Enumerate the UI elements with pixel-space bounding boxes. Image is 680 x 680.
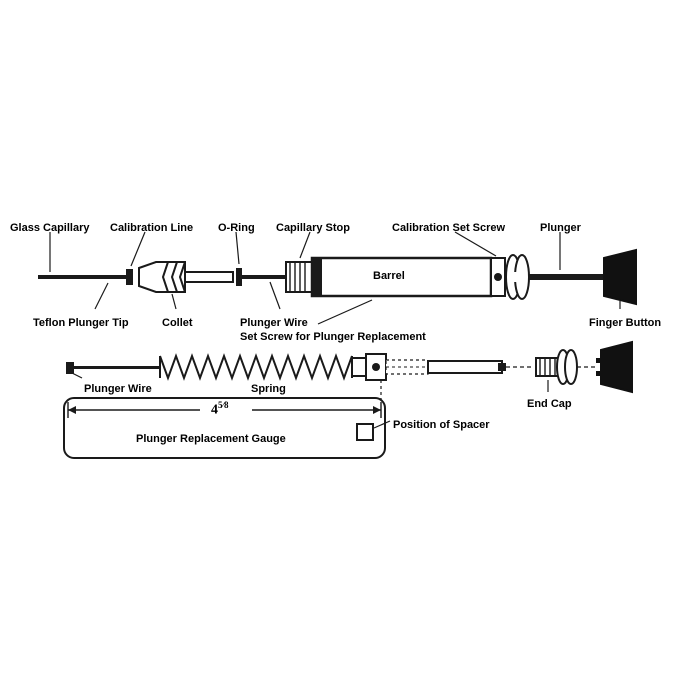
label-calibration-set-screw: Calibration Set Screw [392,222,506,234]
label-plunger: Plunger [540,222,581,234]
end-cap-shape [536,350,598,384]
dimension-whole: 4 [211,402,218,418]
label-collet: Collet [162,317,193,329]
label-calibration-line: Calibration Line [110,222,194,234]
glass-capillary-shape [38,275,130,279]
gauge-dimension-value [211,400,229,419]
plunger-spool-shape [506,255,529,299]
dimension-fraction-numerator: 5 [218,400,223,410]
label-spring: Spring [251,383,286,395]
label-position-of-spacer: Position of Spacer [393,419,490,431]
label-capillary-stop: Capillary Stop [276,222,350,234]
dimension-fraction-slash: ⁄ [222,400,225,410]
label-finger-button: Finger Button [589,317,662,329]
finger-button-shape [604,250,636,304]
capillary-stop-shape [286,262,312,292]
label-glass-capillary: Glass Capillary [10,222,90,234]
dimension-fraction-denominator: 8 [224,400,229,410]
lower-set-screw-block [352,354,386,380]
label-set-screw-for-plunger-replacement: Set Screw for Plunger Replacement [240,331,426,343]
barrel-shape [312,258,505,296]
collet-shape [139,262,233,292]
lower-tube-shape [428,361,534,373]
label-end-cap: End Cap [527,398,572,410]
plunger-wire-bottom-shape [66,362,160,374]
calibration-line-mark [126,269,133,285]
plunger-wire-top-shape [242,275,286,279]
label-barrel: Barrel [373,270,405,282]
label-o-ring: O-Ring [218,222,255,234]
spring-shape [160,356,352,378]
plunger-rod-shape [529,274,604,280]
label-teflon-plunger-tip: Teflon Plunger Tip [33,317,129,329]
spacer-position-shape [386,360,428,374]
finger-button-lower-shape [596,342,632,392]
label-plunger-wire-bottom: Plunger Wire [84,383,152,395]
label-plunger-replacement-gauge: Plunger Replacement Gauge [136,433,286,445]
o-ring-shape [236,268,242,286]
label-plunger-wire-top: Plunger Wire [240,317,308,329]
